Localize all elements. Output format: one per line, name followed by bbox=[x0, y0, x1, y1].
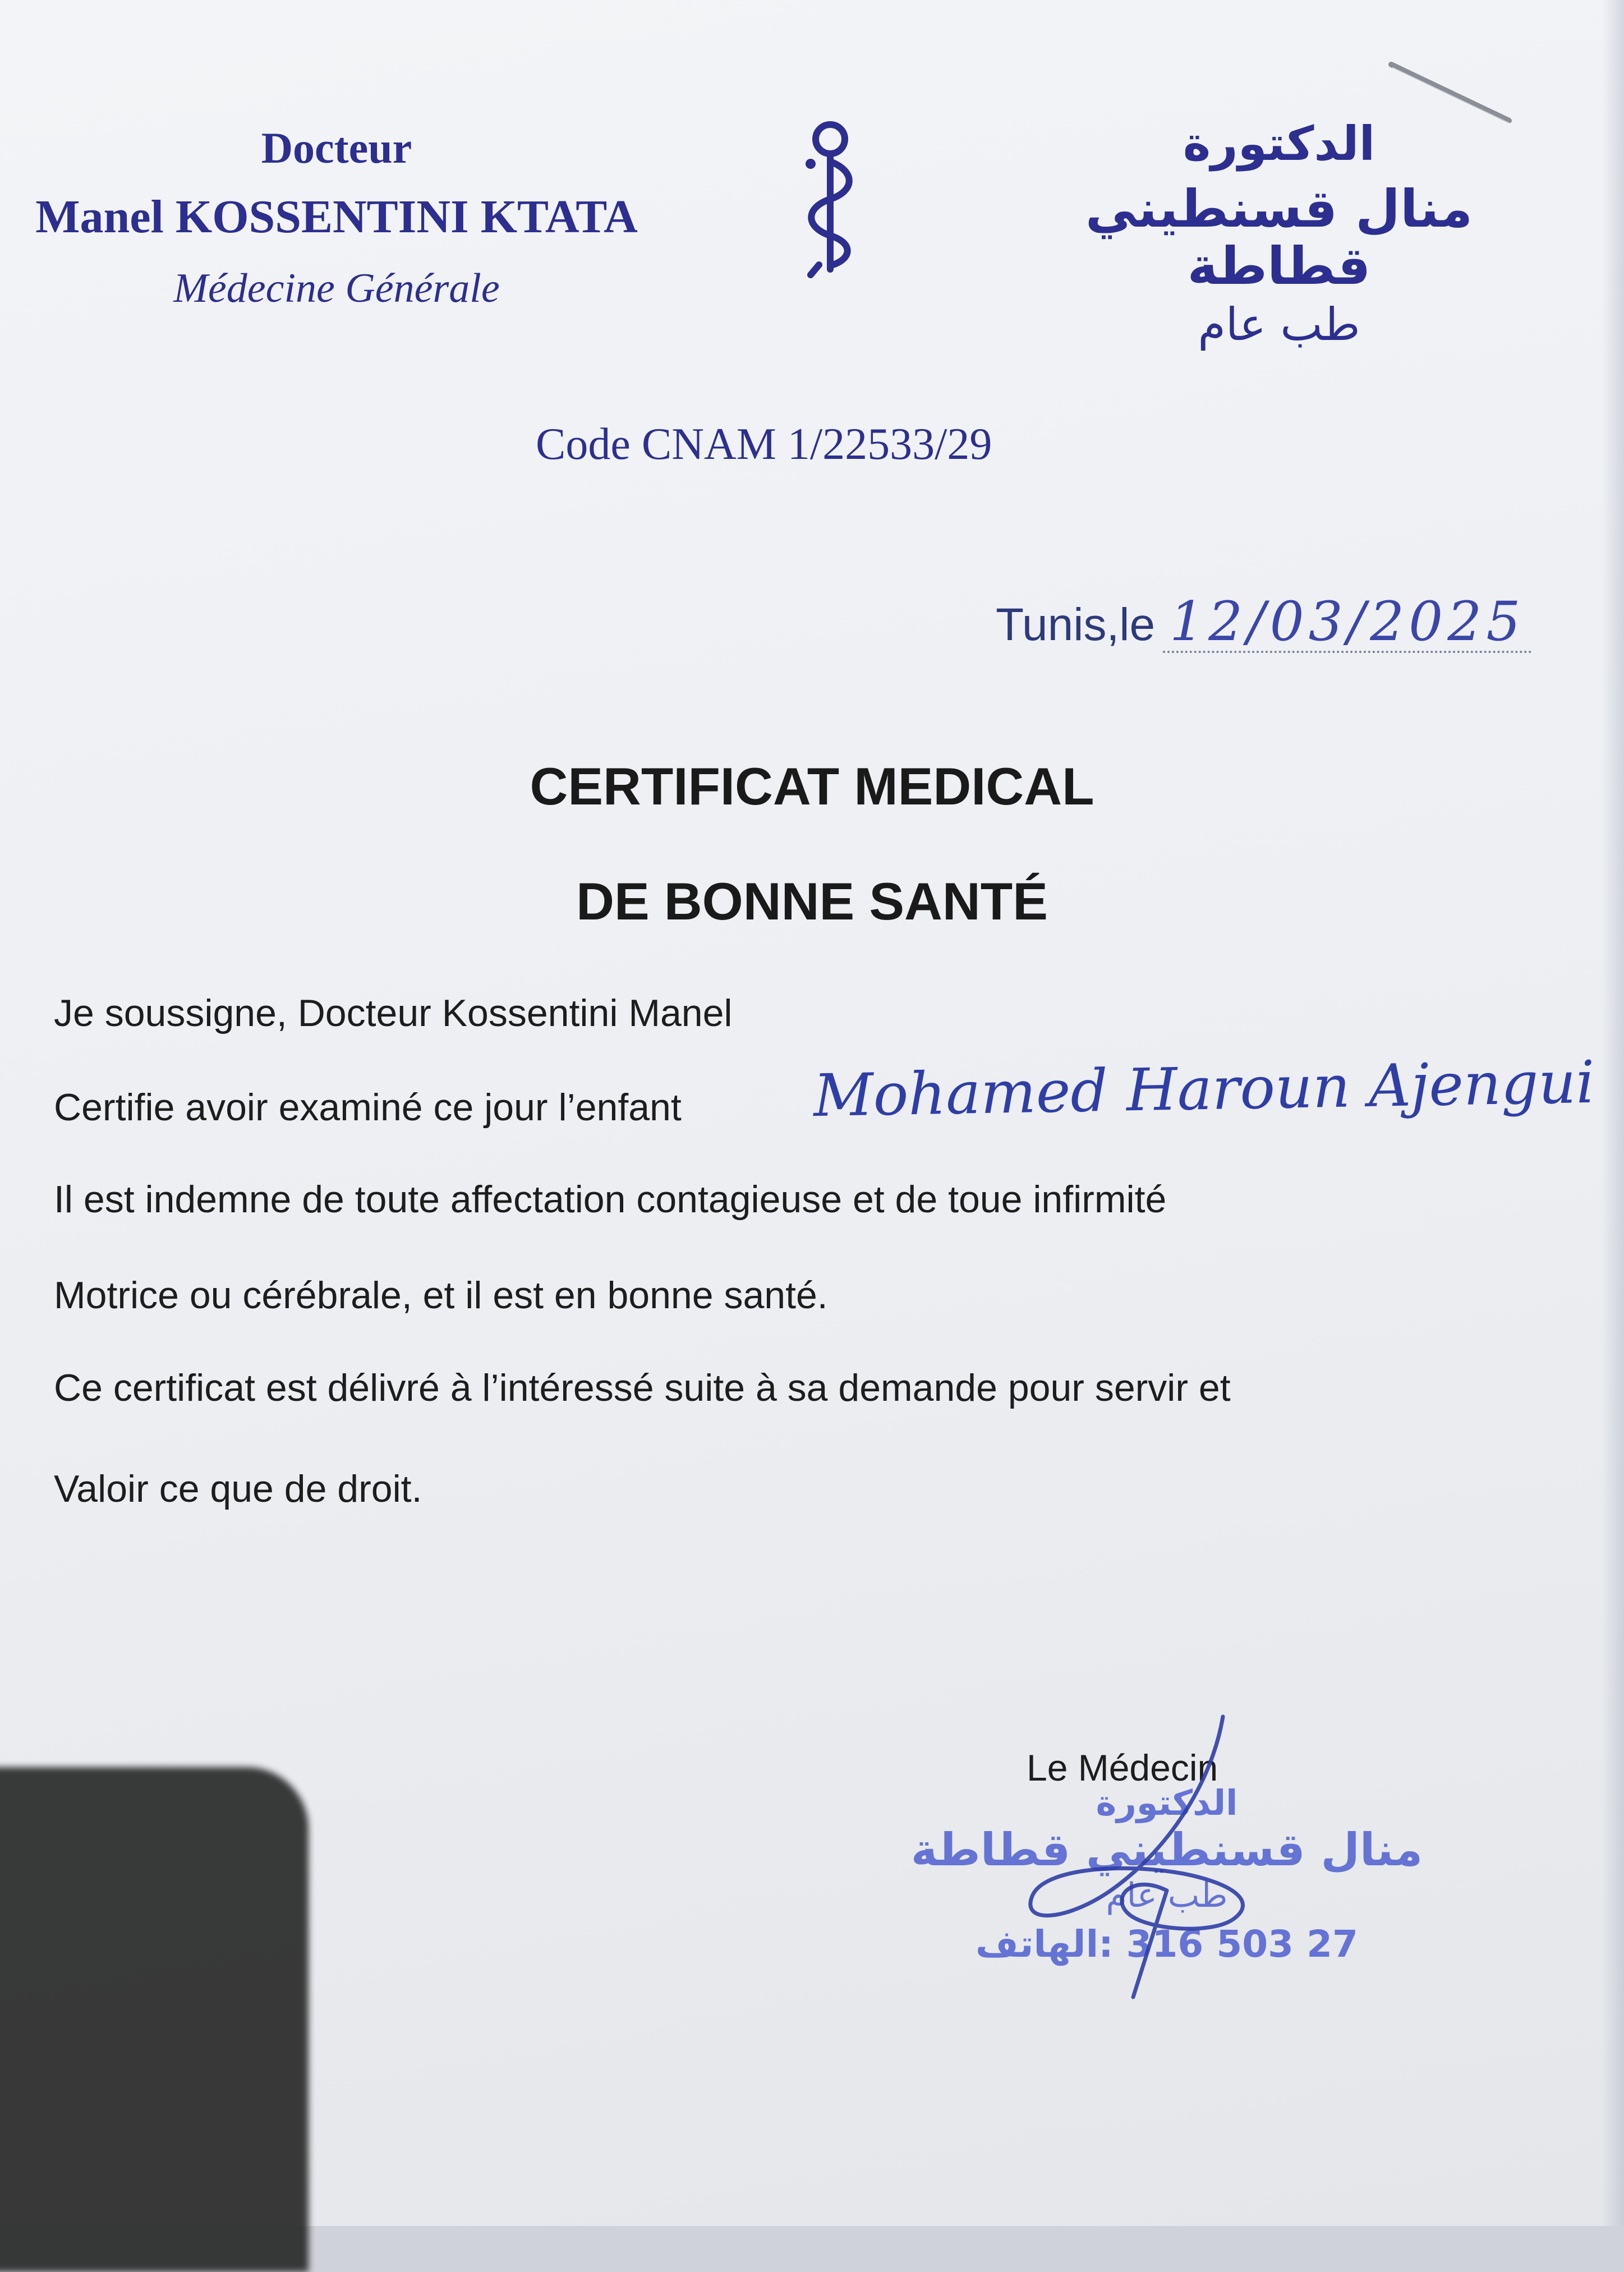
cnam-code: Code CNAM 1/22533/29 bbox=[536, 420, 992, 469]
date-line bbox=[996, 590, 1531, 653]
body-line-4: Motrice ou cérébrale, et il est en bonne santé. bbox=[54, 1274, 828, 1317]
stamp-name: منال قسنطيني قطاطة bbox=[910, 1824, 1423, 1877]
body-line-5: Ce certificat est délivré à l’intéressé suite à sa demande pour servir et bbox=[54, 1367, 1231, 1409]
doctor-header-arabic bbox=[1010, 118, 1548, 349]
caduceus-icon bbox=[799, 118, 861, 286]
body-line-3: Il est indemne de toute affectation contagieuse et de toue infirmité bbox=[54, 1178, 1167, 1221]
doctor-name-arabic: منال قسنطيني قطاطة bbox=[1085, 179, 1473, 296]
title-line-1: CERTIFICAT MEDICAL bbox=[530, 757, 1094, 816]
page-edge bbox=[1602, 0, 1624, 2226]
handwritten-signature bbox=[999, 1705, 1313, 2020]
stamp-specialty: طب عام bbox=[1106, 1876, 1228, 1916]
stamp-phone: 27 503 316 :الهاتف bbox=[976, 1923, 1358, 1966]
hand-shadow bbox=[0, 1767, 309, 2272]
body-line-2: Certifie avoir examiné ce jour l’enfant bbox=[54, 1086, 682, 1129]
doctor-name: Manel KOSSENTINI KTATA bbox=[35, 191, 638, 243]
doctor-header-french bbox=[34, 123, 640, 311]
certificate-title bbox=[0, 757, 1624, 816]
title-line-2: DE BONNE SANTÉ bbox=[576, 872, 1048, 931]
date-value: 12/03/2025 bbox=[1163, 595, 1531, 653]
body-line-6: Valoir ce que de droit. bbox=[54, 1468, 422, 1510]
doctor-specialty-arabic: طب عام bbox=[1198, 298, 1360, 351]
stamp-title: الدكتورة bbox=[1096, 1782, 1238, 1823]
body-line-1: Je soussigne, Docteur Kossentini Manel bbox=[54, 992, 733, 1034]
doctor-title: Docteur bbox=[261, 123, 412, 172]
date-label: Tunis,le bbox=[996, 599, 1156, 650]
doctor-title-arabic: الدكتورة bbox=[1183, 116, 1375, 171]
child-name-handwritten: Mohamed Haroun Ajengui bbox=[813, 1047, 1595, 1130]
doctor-specialty: Médecine Générale bbox=[173, 265, 500, 311]
certificate-subtitle bbox=[0, 872, 1624, 931]
signature-label: Le Médecin bbox=[1027, 1747, 1218, 1788]
